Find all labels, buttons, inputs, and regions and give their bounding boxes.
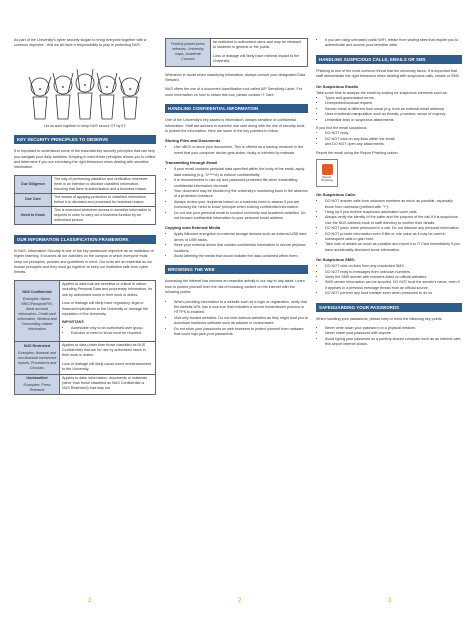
browsing-text: Accessing the internet has become an essential activity in our day to day tasks. Learn how to protect yourself from the risk of browsing content on the internet with the following points: [165, 279, 305, 295]
wifi-bullet: • If you are using untrusted public WiFi, refrain from visiting sites that require you to authenticate and access your sensitive data. [325, 38, 462, 49]
handling-header: HANDLING CONFIDENTIAL INFORMATION [165, 104, 308, 113]
emails-bullet: • Uses emotional manipulation such as threats, promises, sense of urgency [325, 112, 462, 117]
classification-text: In NUS, Information Security is one of the key paramount objective as an institution of higher learning. It touches all our activities on the campus in which everyone must keep our principles, policies and guidelines in mind. Our tools are an essential as our human principles and they must go together to keep our institution safe from cyber threats. [14, 248, 154, 275]
calls-bullet: • Always verify the identity of the caller and the purpose of the call if it is suspicious. Use the NUS address book or staff directory to confirm their details. [325, 215, 462, 226]
copying-bullet: • Apply Bitlocker encryption to external storage devices such as external USB hard drives or USB sticks. [174, 232, 308, 243]
emails-bullet: • Sender email is different from usual (e.g. from an external email address) [325, 107, 462, 112]
sms-title: On Suspicious SMS: [316, 257, 356, 263]
sms-bullet: • DO NOT click on links from any unsolicited SMS. [325, 264, 462, 269]
principle-label: Need to Know [15, 206, 52, 224]
doubt-text: Whenever in doubt when classifying information, always consult your designated Data Steward. [165, 72, 306, 83]
class-desc: Applies to data that are sensitive or critical in nature, including Personal Data and proprietary information, for use by authorised users in their work or duties. [62, 281, 153, 297]
report-phishing-label: Report Phishing [321, 174, 333, 183]
column-2 [165, 0, 308, 340]
calls-bullet: • DO NOT panic when pressured in a call. Do not disclose any personal information. [325, 226, 462, 231]
class-label: NUS Confidential [22, 289, 52, 294]
class-label: NUS Restricted [23, 344, 51, 349]
sms-bullet: • DO NOT perform any fund transfer even when pressured to do so. [325, 291, 462, 296]
copying-bullet: • Avoid labelling the media that would indicate the data contained within them. [174, 254, 308, 259]
principle-text: This is exercised whenever access to sensitive information is required in order to carry out a business function by an authorised person. [52, 206, 156, 224]
suspicious-header: HANDLING SUSPICIOUS CALLS, EMAILS OR SMS [316, 55, 462, 64]
suspicious-text: Phishing is one of the most common threat that the university faces. It is important that staff demonstrate the right behaviour when dealing with suspicious calls, emails or SMS. [316, 68, 461, 79]
browsing-bullet: • Visit only trusted websites. Do not visit dubious websites as they might lead you to download malicious software such as adware or ransomware. [174, 316, 308, 327]
team-illustration [14, 53, 156, 121]
principles-table [14, 175, 156, 225]
browsing-bullet: • When providing information to a website such as a login or registration, verify that the website URL has a lock icon that indicates a secure transmission protocol or HTTPS is enabled. [174, 300, 308, 316]
principle-text: The way of performing validation and verification whenever there is an intention to disclose classified information, ensuring that there is authorisation and a business reason. [52, 175, 156, 193]
handling-text: One of the University's key assets is information, always sensitive or confidential information. Staff are advised to exercise due care along with the use of security tools to protect the information. Here are some of the key pointers to follow: [165, 118, 305, 134]
principle-row [15, 206, 156, 224]
page-number: 2 [238, 598, 242, 604]
class-examples: Examples: Name, NRIC/Passport/FIN, Bank account information, Credit card information, Medical and Counselling related information [17, 296, 57, 331]
page-number: 3 [388, 598, 392, 604]
intro-text: As part of the University's cyber security slogan to bring everyone together with a common objective - that we all have a responsibility to play in protecting NUS. [14, 38, 147, 48]
browsing-header: BROWSING THE WEB [165, 265, 308, 274]
class-row-restricted [15, 341, 156, 374]
report-text: Report the email using the Report Phishing button. [316, 150, 399, 155]
class-desc: be restricted to authorised users and may be released to students in general or the public. [213, 40, 302, 50]
class-examples: Examples: financial and non-financial investment reports, Procedures and Circulars [17, 351, 57, 371]
class-examples: Examples: Press Releases [23, 382, 51, 392]
principles-header: KEY SECURITY PRINCIPLES TO OBSERVE [14, 135, 156, 144]
principles-text: It is important to understand some of the essential key security principles that can help you navigate your daily activities. Keeping in mind these principles allows you to reflect and determine if you are exercising the right behaviour when dealing with sensitive information. [14, 149, 156, 170]
if-bullet: • DO NOT click on any links within the email [325, 137, 462, 142]
emails-bullet: • Typos and grammatical errors [325, 96, 462, 101]
emails-bullet: • Unexpected/unusual request [325, 101, 462, 106]
principle-label: Due Care [15, 193, 52, 206]
passwords-text: When handling your passwords, please keep in mind the following key points: [316, 316, 443, 321]
class-examples: Publicly posted press releases, University maps, Academic Courses [166, 39, 211, 67]
column-1 [14, 0, 156, 395]
class-bullet: • Accessible only to an authorised user group. [71, 326, 153, 331]
emails-bullet: • Unfamiliar links or suspicious attachments [325, 118, 462, 123]
principle-row [15, 175, 156, 193]
copying-bullet: • Store your external drives that contain confidential information in secure physical locations. [174, 243, 308, 254]
class-desc: Applies to data, information, documents or materials (other than those classified as NUS Confidential or NUS Restricted) that may not [62, 375, 148, 391]
transmitting-bullet: • It is recommended to use zip and password-protected file when transmitting confidential information via email. [174, 178, 308, 189]
browsing-bullet: • Do not store your passwords on web browsers to protect yourself from malware that could high-jack your passwords. [174, 327, 308, 338]
storing-title: Storing Files and Documents [165, 138, 221, 144]
sms-bullet: • SMS sender information can be spoofed. DO NOT trust the sender's name, even if it appears in a previous message thread from an official source. [325, 280, 462, 291]
if-bullet: • DO NOT reply. [325, 131, 462, 136]
transmitting-bullet: • Always review your recipients based on a business need to assess if you are exercising the 'need to know' principle when sharing confidential information. [174, 200, 308, 211]
passwords-bullet: • Avoid typing your password on a publicly shared computer such as an internet cafe, few airport internet kiosks. [325, 337, 462, 348]
class-row-confidential [15, 280, 156, 341]
class-label: Unclassified [26, 375, 48, 380]
passwords-bullet: • Never write down your password on a physical medium. [325, 326, 462, 331]
nus-policy-text: NUS offers the use of a document classification tool called AIP Sensitivity Label. For more information on how to obtain this tool, please contact IT Care. [165, 87, 302, 97]
sms-bullet: • Verify the SMS sender with numbers listed on official websites. [325, 275, 462, 280]
principle-label: Due Diligence [15, 175, 52, 193]
copying-title: Copying onto External Media [165, 225, 221, 231]
passwords-header: SAFEGUARDING YOUR PASSWORDS [316, 303, 462, 312]
emails-text: Take some time to analyse the email by looking for suspicious elements such as: [316, 90, 448, 95]
class-loss: Loss or leakage will likely cause some embarrassment to the University. [62, 361, 151, 372]
transmitting-bullet: • Your document may be blocked by the university's monitoring tools in the absence of a protection measure. [174, 189, 308, 200]
transmitting-title: Transmitting through Email [165, 160, 218, 166]
transmitting-bullet: • Do not use your personal email to conduct university and academic activities. Do not forward confidential information to your personal email address. [174, 211, 308, 222]
illustration-caption: Let us work together to keep NUS secure OT by IIT. [43, 123, 127, 128]
classification-table [14, 280, 156, 395]
class-bullet: • Exercise of need to know must be required. [71, 331, 153, 336]
classification-table-continued [165, 38, 308, 67]
report-phishing-button[interactable] [316, 159, 338, 187]
emails-title: On Suspicious Emails [316, 83, 359, 89]
calls-bullet: • Hang up if you receive suspicious automated voice calls. [325, 210, 462, 215]
calls-bullet: • DO NOT provide information even if title or role value as it may be used in subsequent calls to gain trust. [325, 232, 462, 243]
passwords-bullet: • Never share your password with anyone. [325, 331, 462, 336]
principle-row [15, 193, 156, 206]
principle-text: The means of applying protection to classified information before it is disclosed and processed for business reason. [52, 193, 156, 206]
calls-bullet: • Take note of details as much as possible and report it to IT Care immediately if you have accidentally disclosed some information. [325, 242, 462, 253]
sms-bullet: • DO NOT reply to messages from unknown numbers. [325, 270, 462, 275]
class-loss: Loss or leakage will likely have minimal impact to the University. [213, 53, 300, 64]
calls-bullet: • DO NOT answer calls from unknown numbers as much as possible, especially those from overseas (prefixed with "+"). [325, 199, 462, 210]
transmitting-bullet: • If your email contains personal data specified within the body of the email, apply data masking (e.g. S*****A) to enforce confidentiality. [174, 167, 308, 178]
class-row-unclassified [15, 374, 156, 394]
if-bullet: • and DO NOT open any attachments. [325, 142, 462, 147]
class-important: IMPORTANT: [62, 320, 85, 325]
calls-title: On Suspicious Calls: [316, 192, 357, 198]
phishing-hook-icon [322, 164, 333, 175]
column-3 [316, 0, 462, 351]
class-loss: Loss or leakage will likely have regulatory, legal or financial implications to the University or damage the reputation of the University. [62, 301, 149, 316]
if-suspicious-text: If you find the email suspicious: [316, 126, 368, 131]
class-desc: Applies to data (other than those classified as NUS Confidential) that are for use by authorised users in their work or duties. [62, 342, 146, 358]
page-number: 2 [88, 598, 92, 604]
classification-header: OUR INFORMATION CLASSIFICATION FRAMEWORK [14, 235, 156, 244]
storing-bullet: • Use nBOX to store your documents. This is offered as a backup measure in the event that your computer device gets stolen, faulty or infected by malware. [174, 145, 308, 156]
